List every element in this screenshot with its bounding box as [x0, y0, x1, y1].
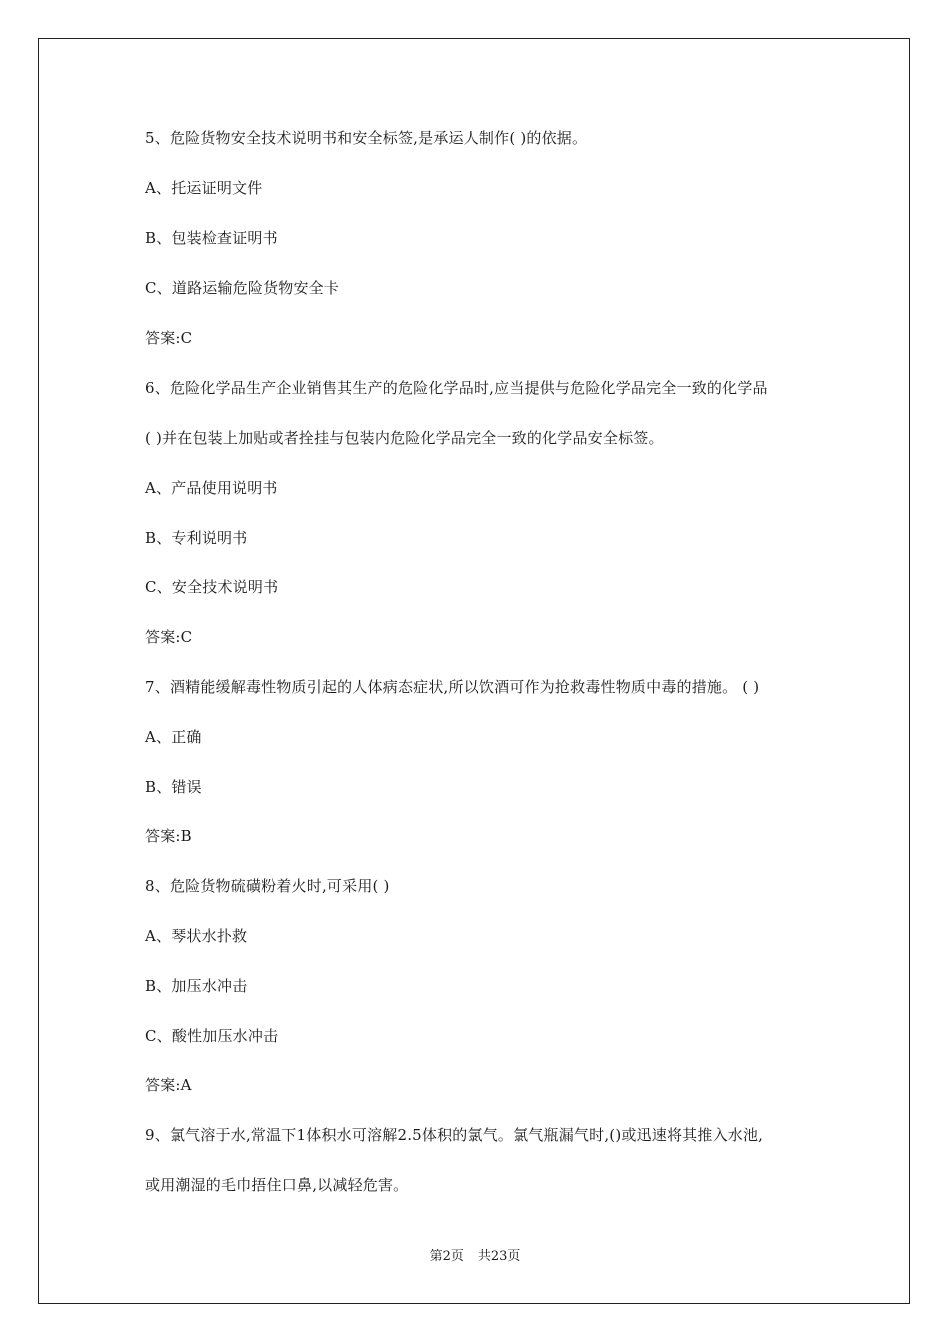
page-footer — [0, 1248, 950, 1266]
question-8-answer: 答案:A — [145, 1076, 192, 1094]
question-7-text: 7、酒精能缓解毒性物质引起的人体病态症状,所以饮酒可作为抢救毒性物质中毒的措施。 ( ) — [145, 678, 760, 696]
question-7-option-a: A、正确 — [145, 728, 202, 746]
question-5-option-c: C、道路运输危险货物安全卡 — [145, 279, 340, 297]
question-5-option-a: A、托运证明文件 — [145, 179, 263, 197]
page-number: 第2页 — [429, 1249, 464, 1264]
question-5-text: 5、危险货物安全技术说明书和安全标签,是承运人制作( )的依据。 — [145, 129, 588, 147]
question-6-option-c: C、安全技术说明书 — [145, 578, 279, 596]
question-6-text-line1: 6、危险化学品生产企业销售其生产的危险化学品时,应当提供与危险化学品完全一致的化学品 — [145, 379, 768, 397]
question-6-option-b: B、专利说明书 — [145, 529, 248, 547]
question-9-text-line1: 9、氯气溶于水,常温下1体积水可溶解2.5体积的氯气。氯气瓶漏气时,()或迅速将其推入水池, — [145, 1126, 764, 1144]
question-8-option-a: A、琴状水扑救 — [145, 927, 248, 945]
question-5-answer: 答案:C — [145, 329, 193, 347]
page-total: 共23页 — [477, 1249, 521, 1264]
question-8-text: 8、危险货物硫磺粉着火时,可采用( ) — [145, 877, 390, 895]
question-8-option-c: C、酸性加压水冲击 — [145, 1027, 279, 1045]
question-8-option-b: B、加压水冲击 — [145, 977, 248, 995]
question-6-option-a: A、产品使用说明书 — [145, 479, 278, 497]
question-9-text-line2: 或用潮湿的毛巾捂住口鼻,以减轻危害。 — [145, 1176, 409, 1194]
question-5-option-b: B、包装检查证明书 — [145, 229, 278, 247]
question-7-option-b: B、错误 — [145, 778, 202, 796]
question-6-answer: 答案:C — [145, 628, 193, 646]
question-7-answer: 答案:B — [145, 827, 192, 845]
question-6-text-line2: ( )并在包装上加贴或者拴挂与包装内危险化学品完全一致的化学品安全标签。 — [145, 429, 664, 447]
